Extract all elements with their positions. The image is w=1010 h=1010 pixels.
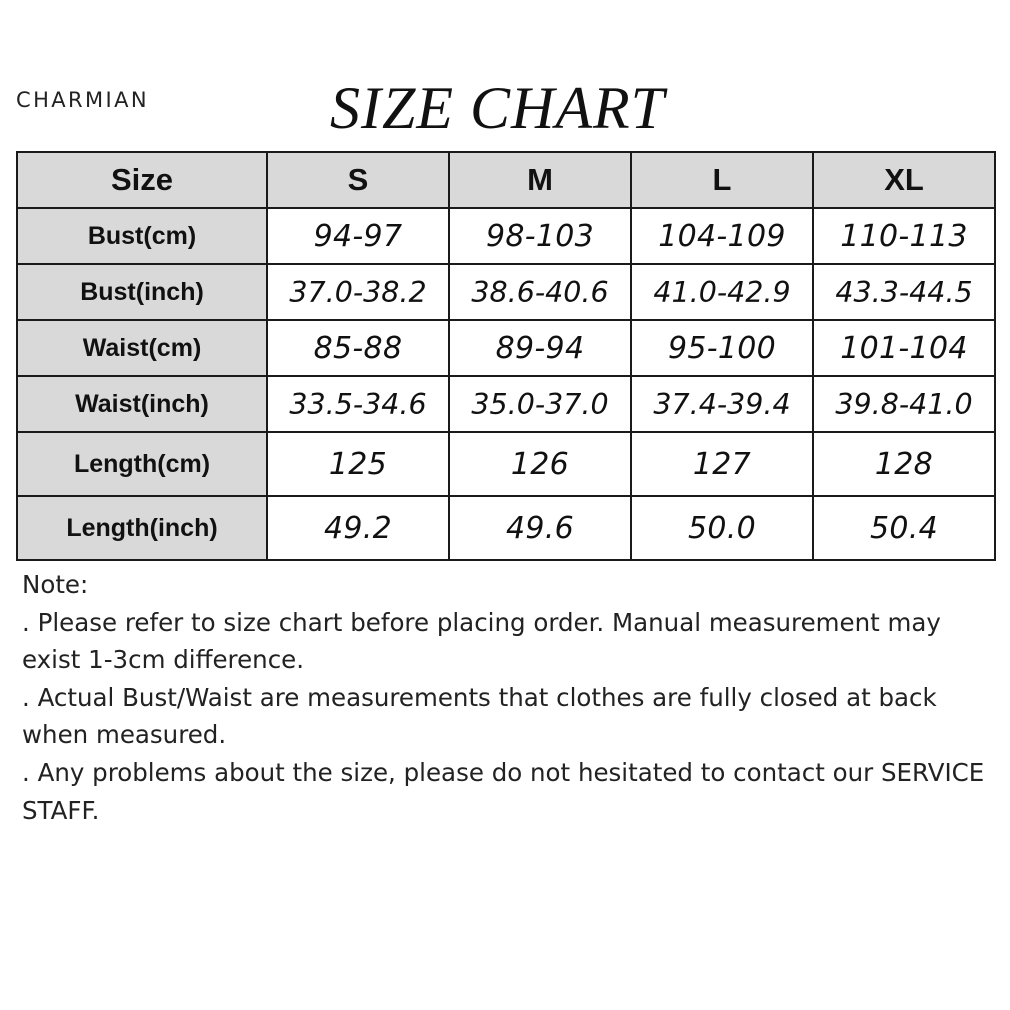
table-row <box>17 432 995 496</box>
row-label: Length(inch) <box>17 496 267 560</box>
table-cell: 41.0-42.9 <box>631 264 813 320</box>
table-cell: 127 <box>631 432 813 496</box>
table-row <box>17 376 995 432</box>
header-cell-s: S <box>267 152 449 208</box>
notes-section <box>22 566 997 829</box>
table-cell: 85-88 <box>267 320 449 376</box>
note-item: . Actual Bust/Waist are measurements that clothes are fully closed at back when measured. <box>22 682 937 750</box>
row-label: Waist(cm) <box>17 320 267 376</box>
table-cell: 50.0 <box>631 496 813 560</box>
header-cell-m: M <box>449 152 631 208</box>
header-cell-l: L <box>631 152 813 208</box>
page-title: SIZE CHART <box>330 75 666 141</box>
table-cell: 33.5-34.6 <box>267 376 449 432</box>
row-label: Bust(inch) <box>17 264 267 320</box>
table-cell: 49.2 <box>267 496 449 560</box>
table-cell: 37.4-39.4 <box>631 376 813 432</box>
table-cell: 89-94 <box>449 320 631 376</box>
brand-logo-text: CHARMIAN <box>16 88 149 112</box>
table-cell: 49.6 <box>449 496 631 560</box>
note-item: . Any problems about the size, please do not hesitated to contact our SERVICE STAFF. <box>22 757 985 825</box>
size-chart-table <box>16 151 996 561</box>
notes-heading: Note: <box>22 570 89 599</box>
row-label: Length(cm) <box>17 432 267 496</box>
table-cell: 94-97 <box>267 208 449 264</box>
table-cell: 38.6-40.6 <box>449 264 631 320</box>
table-cell: 98-103 <box>449 208 631 264</box>
table-row <box>17 320 995 376</box>
row-label: Bust(cm) <box>17 208 267 264</box>
table-row <box>17 496 995 560</box>
table-cell: 50.4 <box>813 496 995 560</box>
table-header-row <box>17 152 995 208</box>
table-cell: 43.3-44.5 <box>813 264 995 320</box>
table-cell: 126 <box>449 432 631 496</box>
row-label: Waist(inch) <box>17 376 267 432</box>
header-cell-xl: XL <box>813 152 995 208</box>
table-row <box>17 208 995 264</box>
table-cell: 104-109 <box>631 208 813 264</box>
table-cell: 95-100 <box>631 320 813 376</box>
table-cell: 39.8-41.0 <box>813 376 995 432</box>
table-cell: 125 <box>267 432 449 496</box>
table-cell: 101-104 <box>813 320 995 376</box>
note-item: . Please refer to size chart before placing order. Manual measurement may exist 1-3cm difference. <box>22 607 941 675</box>
table-cell: 110-113 <box>813 208 995 264</box>
table-cell: 35.0-37.0 <box>449 376 631 432</box>
table-cell: 37.0-38.2 <box>267 264 449 320</box>
table-row <box>17 264 995 320</box>
header-cell-size: Size <box>17 152 267 208</box>
table-cell: 128 <box>813 432 995 496</box>
